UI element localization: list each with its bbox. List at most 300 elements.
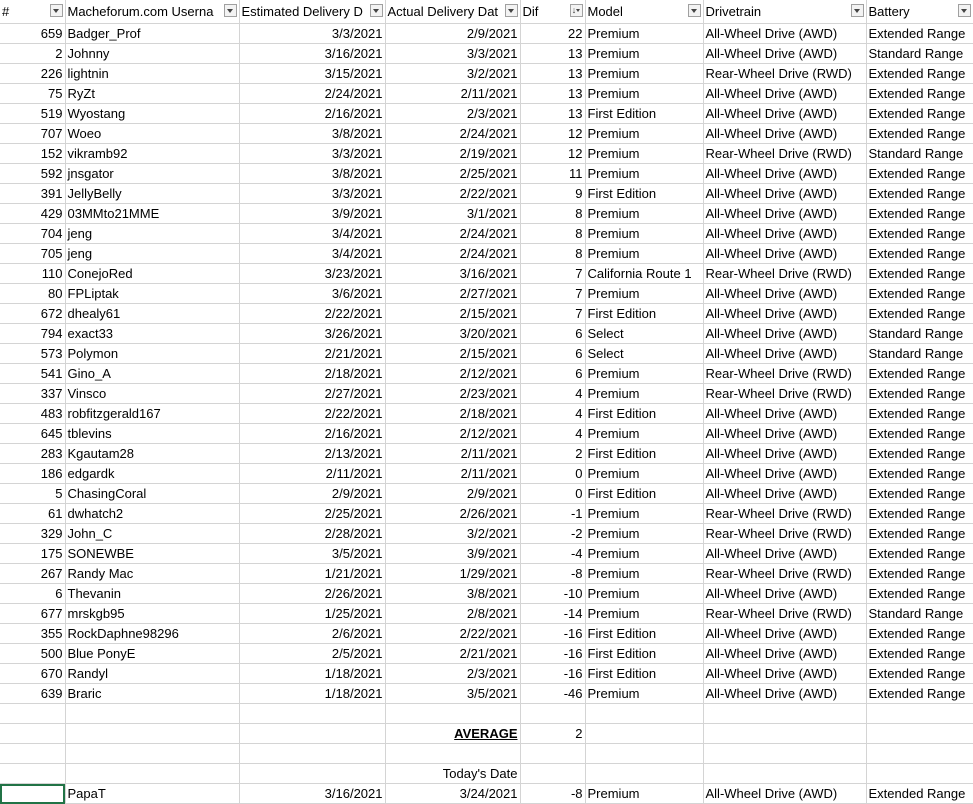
- cell-username[interactable]: [65, 724, 239, 744]
- cell-username[interactable]: robfitzgerald167: [65, 404, 239, 424]
- cell-number[interactable]: 267: [0, 564, 65, 584]
- cell-username[interactable]: 03MMto21MME: [65, 204, 239, 224]
- cell-actual-delivery[interactable]: [385, 704, 520, 724]
- cell-drivetrain[interactable]: Rear-Wheel Drive (RWD): [703, 264, 866, 284]
- cell-username[interactable]: ChasingCoral: [65, 484, 239, 504]
- cell-username[interactable]: Blue PonyE: [65, 644, 239, 664]
- cell-estimated-delivery[interactable]: 2/11/2021: [239, 464, 385, 484]
- cell-battery[interactable]: Standard Range: [866, 144, 973, 164]
- cell-username[interactable]: Braric: [65, 684, 239, 704]
- cell-model[interactable]: Premium: [585, 364, 703, 384]
- cell-dif[interactable]: 4: [520, 404, 585, 424]
- cell-dif[interactable]: -16: [520, 664, 585, 684]
- cell-model[interactable]: First Edition: [585, 624, 703, 644]
- cell-dif[interactable]: 11: [520, 164, 585, 184]
- cell-model[interactable]: Premium: [585, 204, 703, 224]
- cell-model[interactable]: California Route 1: [585, 264, 703, 284]
- cell-drivetrain[interactable]: All-Wheel Drive (AWD): [703, 464, 866, 484]
- cell-username[interactable]: JellyBelly: [65, 184, 239, 204]
- cell-drivetrain[interactable]: All-Wheel Drive (AWD): [703, 84, 866, 104]
- cell-estimated-delivery[interactable]: 2/9/2021: [239, 484, 385, 504]
- cell-drivetrain[interactable]: All-Wheel Drive (AWD): [703, 244, 866, 264]
- cell-battery[interactable]: Extended Range: [866, 784, 973, 804]
- cell-number[interactable]: 152: [0, 144, 65, 164]
- cell-estimated-delivery[interactable]: 3/3/2021: [239, 184, 385, 204]
- cell-estimated-delivery[interactable]: 3/4/2021: [239, 224, 385, 244]
- cell-actual-delivery[interactable]: 2/9/2021: [385, 24, 520, 44]
- cell-drivetrain[interactable]: Rear-Wheel Drive (RWD): [703, 524, 866, 544]
- cell-drivetrain[interactable]: All-Wheel Drive (AWD): [703, 584, 866, 604]
- cell-actual-delivery[interactable]: 2/8/2021: [385, 604, 520, 624]
- cell-battery[interactable]: Extended Range: [866, 124, 973, 144]
- cell-username[interactable]: Vinsco: [65, 384, 239, 404]
- cell-dif[interactable]: -8: [520, 784, 585, 804]
- cell-dif[interactable]: 13: [520, 64, 585, 84]
- cell-model[interactable]: Select: [585, 324, 703, 344]
- cell-dif[interactable]: 6: [520, 324, 585, 344]
- cell-estimated-delivery[interactable]: 2/16/2021: [239, 424, 385, 444]
- cell-battery[interactable]: Extended Range: [866, 484, 973, 504]
- cell-number[interactable]: 794: [0, 324, 65, 344]
- cell-battery[interactable]: Extended Range: [866, 224, 973, 244]
- cell-drivetrain[interactable]: All-Wheel Drive (AWD): [703, 664, 866, 684]
- cell-actual-delivery[interactable]: 2/27/2021: [385, 284, 520, 304]
- cell-model[interactable]: First Edition: [585, 304, 703, 324]
- cell-dif[interactable]: 4: [520, 384, 585, 404]
- cell-actual-delivery[interactable]: 2/3/2021: [385, 104, 520, 124]
- cell-model[interactable]: Premium: [585, 44, 703, 64]
- cell-actual-delivery[interactable]: 2/12/2021: [385, 424, 520, 444]
- cell-battery[interactable]: Extended Range: [866, 444, 973, 464]
- cell-drivetrain[interactable]: All-Wheel Drive (AWD): [703, 684, 866, 704]
- cell-drivetrain[interactable]: Rear-Wheel Drive (RWD): [703, 384, 866, 404]
- cell-dif[interactable]: -16: [520, 624, 585, 644]
- header-cell-battery[interactable]: Battery: [866, 0, 973, 24]
- cell-drivetrain[interactable]: All-Wheel Drive (AWD): [703, 544, 866, 564]
- cell-actual-delivery[interactable]: 2/3/2021: [385, 664, 520, 684]
- cell-drivetrain[interactable]: All-Wheel Drive (AWD): [703, 404, 866, 424]
- cell-actual-delivery[interactable]: 3/3/2021: [385, 44, 520, 64]
- cell-drivetrain[interactable]: All-Wheel Drive (AWD): [703, 164, 866, 184]
- cell-battery[interactable]: Extended Range: [866, 304, 973, 324]
- cell-number[interactable]: 519: [0, 104, 65, 124]
- cell-estimated-delivery[interactable]: [239, 724, 385, 744]
- cell-number[interactable]: 659: [0, 24, 65, 44]
- cell-estimated-delivery[interactable]: [239, 744, 385, 764]
- cell-dif[interactable]: 9: [520, 184, 585, 204]
- cell-actual-delivery[interactable]: 3/20/2021: [385, 324, 520, 344]
- cell-model[interactable]: First Edition: [585, 664, 703, 684]
- cell-estimated-delivery[interactable]: 3/16/2021: [239, 784, 385, 804]
- filter-dropdown-icon[interactable]: [958, 4, 971, 17]
- cell-dif[interactable]: [520, 744, 585, 764]
- cell-dif[interactable]: 13: [520, 104, 585, 124]
- cell-battery[interactable]: Extended Range: [866, 24, 973, 44]
- cell-estimated-delivery[interactable]: 2/24/2021: [239, 84, 385, 104]
- cell-model[interactable]: Premium: [585, 424, 703, 444]
- cell-model[interactable]: Premium: [585, 244, 703, 264]
- cell-dif[interactable]: 4: [520, 424, 585, 444]
- cell-dif[interactable]: 7: [520, 264, 585, 284]
- cell-username[interactable]: Randy Mac: [65, 564, 239, 584]
- cell-number[interactable]: [0, 704, 65, 724]
- cell-dif[interactable]: [520, 764, 585, 784]
- cell-model[interactable]: Premium: [585, 124, 703, 144]
- cell-battery[interactable]: Standard Range: [866, 324, 973, 344]
- cell-username[interactable]: Wyostang: [65, 104, 239, 124]
- cell-username[interactable]: jeng: [65, 244, 239, 264]
- cell-drivetrain[interactable]: All-Wheel Drive (AWD): [703, 324, 866, 344]
- cell-estimated-delivery[interactable]: 2/6/2021: [239, 624, 385, 644]
- cell-drivetrain[interactable]: All-Wheel Drive (AWD): [703, 124, 866, 144]
- cell-model[interactable]: [585, 744, 703, 764]
- cell-battery[interactable]: Standard Range: [866, 344, 973, 364]
- cell-username[interactable]: Randyl: [65, 664, 239, 684]
- cell-model[interactable]: Premium: [585, 144, 703, 164]
- cell-username[interactable]: dhealy61: [65, 304, 239, 324]
- cell-model[interactable]: Premium: [585, 524, 703, 544]
- cell-estimated-delivery[interactable]: 3/8/2021: [239, 124, 385, 144]
- cell-drivetrain[interactable]: Rear-Wheel Drive (RWD): [703, 364, 866, 384]
- cell-estimated-delivery[interactable]: 2/16/2021: [239, 104, 385, 124]
- header-cell-estimated-delivery[interactable]: Estimated Delivery D: [239, 0, 385, 24]
- cell-dif[interactable]: 7: [520, 304, 585, 324]
- cell-actual-delivery[interactable]: 2/21/2021: [385, 644, 520, 664]
- cell-model[interactable]: Premium: [585, 384, 703, 404]
- cell-number[interactable]: 704: [0, 224, 65, 244]
- cell-dif[interactable]: 8: [520, 224, 585, 244]
- cell-battery[interactable]: Extended Range: [866, 84, 973, 104]
- cell-estimated-delivery[interactable]: 3/8/2021: [239, 164, 385, 184]
- cell-estimated-delivery[interactable]: 2/5/2021: [239, 644, 385, 664]
- cell-username[interactable]: lightnin: [65, 64, 239, 84]
- cell-estimated-delivery[interactable]: 2/22/2021: [239, 304, 385, 324]
- cell-estimated-delivery[interactable]: 3/23/2021: [239, 264, 385, 284]
- header-cell-drivetrain[interactable]: Drivetrain: [703, 0, 866, 24]
- cell-username[interactable]: Johnny: [65, 44, 239, 64]
- cell-actual-delivery[interactable]: 3/2/2021: [385, 64, 520, 84]
- cell-model[interactable]: First Edition: [585, 644, 703, 664]
- cell-model[interactable]: First Edition: [585, 444, 703, 464]
- cell-drivetrain[interactable]: [703, 704, 866, 724]
- cell-number[interactable]: 705: [0, 244, 65, 264]
- cell-model[interactable]: Premium: [585, 504, 703, 524]
- cell-drivetrain[interactable]: All-Wheel Drive (AWD): [703, 204, 866, 224]
- cell-username[interactable]: Kgautam28: [65, 444, 239, 464]
- cell-battery[interactable]: Extended Range: [866, 284, 973, 304]
- cell-actual-delivery[interactable]: 2/22/2021: [385, 184, 520, 204]
- cell-drivetrain[interactable]: [703, 744, 866, 764]
- cell-model[interactable]: Premium: [585, 284, 703, 304]
- filter-dropdown-icon[interactable]: [851, 4, 864, 17]
- cell-estimated-delivery[interactable]: 2/22/2021: [239, 404, 385, 424]
- cell-model[interactable]: [585, 764, 703, 784]
- cell-username[interactable]: Polymon: [65, 344, 239, 364]
- cell-username[interactable]: RyZt: [65, 84, 239, 104]
- cell-number[interactable]: 110: [0, 264, 65, 284]
- header-cell-model[interactable]: Model: [585, 0, 703, 24]
- cell-number[interactable]: [0, 744, 65, 764]
- cell-battery[interactable]: Extended Range: [866, 544, 973, 564]
- average-value[interactable]: 2: [520, 724, 585, 744]
- cell-actual-delivery[interactable]: 2/25/2021: [385, 164, 520, 184]
- cell-actual-delivery[interactable]: 3/1/2021: [385, 204, 520, 224]
- cell-estimated-delivery[interactable]: 2/28/2021: [239, 524, 385, 544]
- cell-battery[interactable]: Extended Range: [866, 164, 973, 184]
- cell-actual-delivery[interactable]: 2/11/2021: [385, 444, 520, 464]
- cell-drivetrain[interactable]: All-Wheel Drive (AWD): [703, 344, 866, 364]
- cell-battery[interactable]: Extended Range: [866, 384, 973, 404]
- cell-username[interactable]: exact33: [65, 324, 239, 344]
- cell-estimated-delivery[interactable]: 3/15/2021: [239, 64, 385, 84]
- cell-estimated-delivery[interactable]: 3/16/2021: [239, 44, 385, 64]
- cell-actual-delivery[interactable]: 2/12/2021: [385, 364, 520, 384]
- header-cell-username[interactable]: Macheforum.com Userna: [65, 0, 239, 24]
- cell-username[interactable]: RockDaphne98296: [65, 624, 239, 644]
- cell-username[interactable]: Badger_Prof: [65, 24, 239, 44]
- cell-username[interactable]: [65, 704, 239, 724]
- cell-number[interactable]: 329: [0, 524, 65, 544]
- cell-dif[interactable]: 8: [520, 244, 585, 264]
- cell-dif[interactable]: 0: [520, 484, 585, 504]
- cell-battery[interactable]: [866, 764, 973, 784]
- cell-actual-delivery[interactable]: 2/15/2021: [385, 344, 520, 364]
- selected-cell[interactable]: [0, 784, 65, 804]
- cell-actual-delivery[interactable]: 2/26/2021: [385, 504, 520, 524]
- cell-number[interactable]: 61: [0, 504, 65, 524]
- cell-battery[interactable]: Extended Range: [866, 524, 973, 544]
- cell-dif[interactable]: -46: [520, 684, 585, 704]
- cell-battery[interactable]: Extended Range: [866, 584, 973, 604]
- cell-actual-delivery[interactable]: 2/23/2021: [385, 384, 520, 404]
- cell-battery[interactable]: Extended Range: [866, 104, 973, 124]
- cell-model[interactable]: Premium: [585, 544, 703, 564]
- cell-dif[interactable]: -14: [520, 604, 585, 624]
- cell-actual-delivery[interactable]: 3/16/2021: [385, 264, 520, 284]
- todays-date-label[interactable]: Today's Date: [385, 764, 520, 784]
- cell-number[interactable]: 283: [0, 444, 65, 464]
- cell-battery[interactable]: Extended Range: [866, 564, 973, 584]
- cell-estimated-delivery[interactable]: 2/13/2021: [239, 444, 385, 464]
- cell-drivetrain[interactable]: All-Wheel Drive (AWD): [703, 44, 866, 64]
- cell-actual-delivery[interactable]: 3/2/2021: [385, 524, 520, 544]
- cell-estimated-delivery[interactable]: 2/26/2021: [239, 584, 385, 604]
- cell-actual-delivery[interactable]: 2/11/2021: [385, 84, 520, 104]
- header-cell-actual-delivery[interactable]: Actual Delivery Dat: [385, 0, 520, 24]
- cell-drivetrain[interactable]: All-Wheel Drive (AWD): [703, 424, 866, 444]
- cell-number[interactable]: 186: [0, 464, 65, 484]
- cell-dif[interactable]: 0: [520, 464, 585, 484]
- cell-model[interactable]: Select: [585, 344, 703, 364]
- cell-drivetrain[interactable]: All-Wheel Drive (AWD): [703, 304, 866, 324]
- cell-number[interactable]: 707: [0, 124, 65, 144]
- cell-username[interactable]: mrskgb95: [65, 604, 239, 624]
- cell-drivetrain[interactable]: [703, 724, 866, 744]
- cell-model[interactable]: Premium: [585, 584, 703, 604]
- cell-number[interactable]: 337: [0, 384, 65, 404]
- cell-number[interactable]: 355: [0, 624, 65, 644]
- average-label[interactable]: AVERAGE: [385, 724, 520, 744]
- cell-dif[interactable]: 7: [520, 284, 585, 304]
- filter-dropdown-icon[interactable]: [688, 4, 701, 17]
- cell-estimated-delivery[interactable]: 1/25/2021: [239, 604, 385, 624]
- cell-actual-delivery[interactable]: 3/5/2021: [385, 684, 520, 704]
- cell-username[interactable]: Woeo: [65, 124, 239, 144]
- cell-drivetrain[interactable]: All-Wheel Drive (AWD): [703, 104, 866, 124]
- cell-drivetrain[interactable]: Rear-Wheel Drive (RWD): [703, 64, 866, 84]
- cell-model[interactable]: Premium: [585, 784, 703, 804]
- cell-model[interactable]: Premium: [585, 224, 703, 244]
- cell-dif[interactable]: 6: [520, 364, 585, 384]
- cell-dif[interactable]: 12: [520, 144, 585, 164]
- cell-battery[interactable]: Extended Range: [866, 684, 973, 704]
- cell-number[interactable]: 677: [0, 604, 65, 624]
- cell-model[interactable]: Premium: [585, 684, 703, 704]
- cell-actual-delivery[interactable]: 3/8/2021: [385, 584, 520, 604]
- cell-dif[interactable]: 6: [520, 344, 585, 364]
- cell-username[interactable]: edgardk: [65, 464, 239, 484]
- cell-estimated-delivery[interactable]: 3/6/2021: [239, 284, 385, 304]
- cell-actual-delivery[interactable]: 2/24/2021: [385, 244, 520, 264]
- cell-username[interactable]: jeng: [65, 224, 239, 244]
- cell-battery[interactable]: [866, 704, 973, 724]
- cell-username[interactable]: tblevins: [65, 424, 239, 444]
- cell-model[interactable]: First Edition: [585, 184, 703, 204]
- cell-drivetrain[interactable]: All-Wheel Drive (AWD): [703, 184, 866, 204]
- cell-model[interactable]: First Edition: [585, 104, 703, 124]
- cell-actual-delivery[interactable]: 2/19/2021: [385, 144, 520, 164]
- cell-dif[interactable]: -2: [520, 524, 585, 544]
- cell-battery[interactable]: Extended Range: [866, 424, 973, 444]
- cell-battery[interactable]: Extended Range: [866, 464, 973, 484]
- cell-actual-delivery[interactable]: 3/24/2021: [385, 784, 520, 804]
- cell-estimated-delivery[interactable]: [239, 704, 385, 724]
- cell-battery[interactable]: Extended Range: [866, 624, 973, 644]
- cell-estimated-delivery[interactable]: 1/21/2021: [239, 564, 385, 584]
- cell-drivetrain[interactable]: All-Wheel Drive (AWD): [703, 784, 866, 804]
- cell-estimated-delivery[interactable]: 3/5/2021: [239, 544, 385, 564]
- cell-number[interactable]: 639: [0, 684, 65, 704]
- cell-number[interactable]: 2: [0, 44, 65, 64]
- cell-model[interactable]: Premium: [585, 564, 703, 584]
- cell-drivetrain[interactable]: All-Wheel Drive (AWD): [703, 224, 866, 244]
- cell-battery[interactable]: Extended Range: [866, 664, 973, 684]
- cell-model[interactable]: First Edition: [585, 404, 703, 424]
- cell-number[interactable]: 592: [0, 164, 65, 184]
- cell-model[interactable]: Premium: [585, 64, 703, 84]
- cell-username[interactable]: FPLiptak: [65, 284, 239, 304]
- cell-username[interactable]: PapaT: [65, 784, 239, 804]
- cell-model[interactable]: Premium: [585, 84, 703, 104]
- cell-estimated-delivery[interactable]: 3/9/2021: [239, 204, 385, 224]
- cell-battery[interactable]: Extended Range: [866, 644, 973, 664]
- cell-drivetrain[interactable]: Rear-Wheel Drive (RWD): [703, 144, 866, 164]
- cell-username[interactable]: jnsgator: [65, 164, 239, 184]
- cell-number[interactable]: 483: [0, 404, 65, 424]
- cell-battery[interactable]: [866, 724, 973, 744]
- cell-number[interactable]: 6: [0, 584, 65, 604]
- filter-dropdown-icon[interactable]: [505, 4, 518, 17]
- cell-battery[interactable]: Extended Range: [866, 184, 973, 204]
- cell-actual-delivery[interactable]: 2/15/2021: [385, 304, 520, 324]
- cell-actual-delivery[interactable]: 2/22/2021: [385, 624, 520, 644]
- cell-estimated-delivery[interactable]: 2/27/2021: [239, 384, 385, 404]
- cell-actual-delivery[interactable]: 2/24/2021: [385, 224, 520, 244]
- cell-dif[interactable]: -16: [520, 644, 585, 664]
- cell-battery[interactable]: Standard Range: [866, 44, 973, 64]
- cell-number[interactable]: 80: [0, 284, 65, 304]
- cell-number[interactable]: 541: [0, 364, 65, 384]
- cell-battery[interactable]: Extended Range: [866, 204, 973, 224]
- cell-dif[interactable]: -8: [520, 564, 585, 584]
- cell-model[interactable]: First Edition: [585, 484, 703, 504]
- cell-battery[interactable]: Extended Range: [866, 404, 973, 424]
- cell-drivetrain[interactable]: All-Wheel Drive (AWD): [703, 444, 866, 464]
- cell-number[interactable]: 429: [0, 204, 65, 224]
- cell-username[interactable]: dwhatch2: [65, 504, 239, 524]
- cell-drivetrain[interactable]: Rear-Wheel Drive (RWD): [703, 564, 866, 584]
- cell-username[interactable]: Thevanin: [65, 584, 239, 604]
- cell-drivetrain[interactable]: Rear-Wheel Drive (RWD): [703, 604, 866, 624]
- cell-battery[interactable]: Standard Range: [866, 604, 973, 624]
- cell-model[interactable]: Premium: [585, 604, 703, 624]
- cell-estimated-delivery[interactable]: 3/3/2021: [239, 24, 385, 44]
- cell-drivetrain[interactable]: [703, 764, 866, 784]
- cell-username[interactable]: Gino_A: [65, 364, 239, 384]
- cell-battery[interactable]: Extended Range: [866, 504, 973, 524]
- cell-estimated-delivery[interactable]: 1/18/2021: [239, 664, 385, 684]
- cell-drivetrain[interactable]: All-Wheel Drive (AWD): [703, 624, 866, 644]
- header-cell-dif[interactable]: Dif ↓: [520, 0, 585, 24]
- cell-username[interactable]: ConejoRed: [65, 264, 239, 284]
- cell-estimated-delivery[interactable]: [239, 764, 385, 784]
- filter-dropdown-icon[interactable]: [50, 4, 63, 17]
- cell-model[interactable]: [585, 704, 703, 724]
- cell-battery[interactable]: [866, 744, 973, 764]
- sort-descending-filter-icon[interactable]: ↓: [570, 4, 583, 17]
- cell-battery[interactable]: Extended Range: [866, 364, 973, 384]
- cell-dif[interactable]: 12: [520, 124, 585, 144]
- cell-drivetrain[interactable]: All-Wheel Drive (AWD): [703, 284, 866, 304]
- cell-model[interactable]: Premium: [585, 24, 703, 44]
- cell-battery[interactable]: Extended Range: [866, 64, 973, 84]
- cell-number[interactable]: 391: [0, 184, 65, 204]
- cell-number[interactable]: 75: [0, 84, 65, 104]
- cell-number[interactable]: 573: [0, 344, 65, 364]
- cell-estimated-delivery[interactable]: 3/26/2021: [239, 324, 385, 344]
- cell-username[interactable]: vikramb92: [65, 144, 239, 164]
- cell-estimated-delivery[interactable]: 2/18/2021: [239, 364, 385, 384]
- cell-number[interactable]: 672: [0, 304, 65, 324]
- cell-dif[interactable]: 22: [520, 24, 585, 44]
- cell-username[interactable]: John_C: [65, 524, 239, 544]
- cell-dif[interactable]: -1: [520, 504, 585, 524]
- cell-actual-delivery[interactable]: 2/11/2021: [385, 464, 520, 484]
- cell-number[interactable]: 645: [0, 424, 65, 444]
- cell-estimated-delivery[interactable]: 3/4/2021: [239, 244, 385, 264]
- cell-actual-delivery[interactable]: 2/9/2021: [385, 484, 520, 504]
- cell-dif[interactable]: [520, 704, 585, 724]
- cell-number[interactable]: [0, 724, 65, 744]
- cell-number[interactable]: 175: [0, 544, 65, 564]
- cell-dif[interactable]: 2: [520, 444, 585, 464]
- cell-number[interactable]: 500: [0, 644, 65, 664]
- cell-number[interactable]: 5: [0, 484, 65, 504]
- cell-number[interactable]: 226: [0, 64, 65, 84]
- cell-dif[interactable]: 8: [520, 204, 585, 224]
- cell-drivetrain[interactable]: All-Wheel Drive (AWD): [703, 484, 866, 504]
- cell-model[interactable]: Premium: [585, 164, 703, 184]
